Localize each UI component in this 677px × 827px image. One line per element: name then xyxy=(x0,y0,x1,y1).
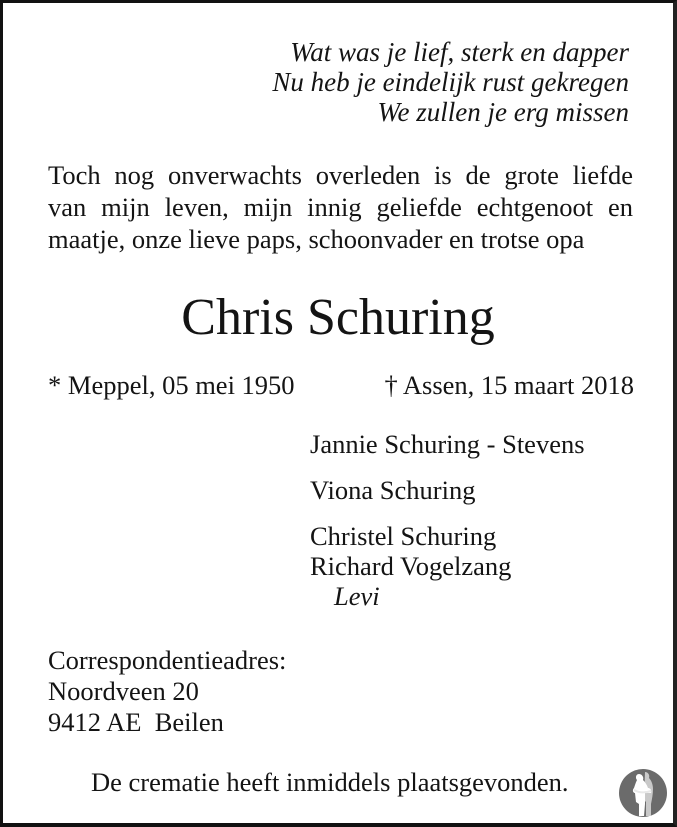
poem-line: Wat was je lief, sterk en dapper xyxy=(290,37,629,67)
death-date: † Assen, 15 maart 2018 xyxy=(384,370,634,400)
deceased-name: Chris Schuring xyxy=(181,289,495,346)
poem-line: We zullen je erg missen xyxy=(377,97,629,127)
closing-note: De crematie heeft inmiddels plaatsgevonden. xyxy=(91,767,569,797)
address-city: 9412 AE Beilen xyxy=(48,707,224,737)
address-label: Correspondentieadres: xyxy=(48,645,287,675)
address-street: Noordveen 20 xyxy=(48,676,199,706)
family-spouse: Jannie Schuring - Stevens xyxy=(310,429,585,459)
life-dates xyxy=(48,369,634,401)
correspondence-address xyxy=(48,645,286,738)
announcement-line: van mijn leven, mijn innig geliefde echtgenoot en xyxy=(48,192,633,222)
embracing-figures-icon xyxy=(617,766,669,818)
announcement-line: Toch nog onverwachts overleden is de grote liefde xyxy=(48,160,633,190)
announcement-line: maatje, onze lieve paps, schoonvader en trotse opa xyxy=(48,224,585,254)
family-child: Viona Schuring xyxy=(310,475,476,505)
poem-line: Nu heb je eindelijk rust gekregen xyxy=(272,67,629,97)
family-grandchild: Levi xyxy=(334,581,380,611)
family-child-partner: Richard Vogelzang xyxy=(310,551,512,581)
family-child: Christel Schuring xyxy=(310,521,497,551)
announcement-text xyxy=(48,159,633,255)
poem xyxy=(272,37,629,127)
family-list xyxy=(310,429,585,611)
birth-date: * Meppel, 05 mei 1950 xyxy=(48,370,295,400)
